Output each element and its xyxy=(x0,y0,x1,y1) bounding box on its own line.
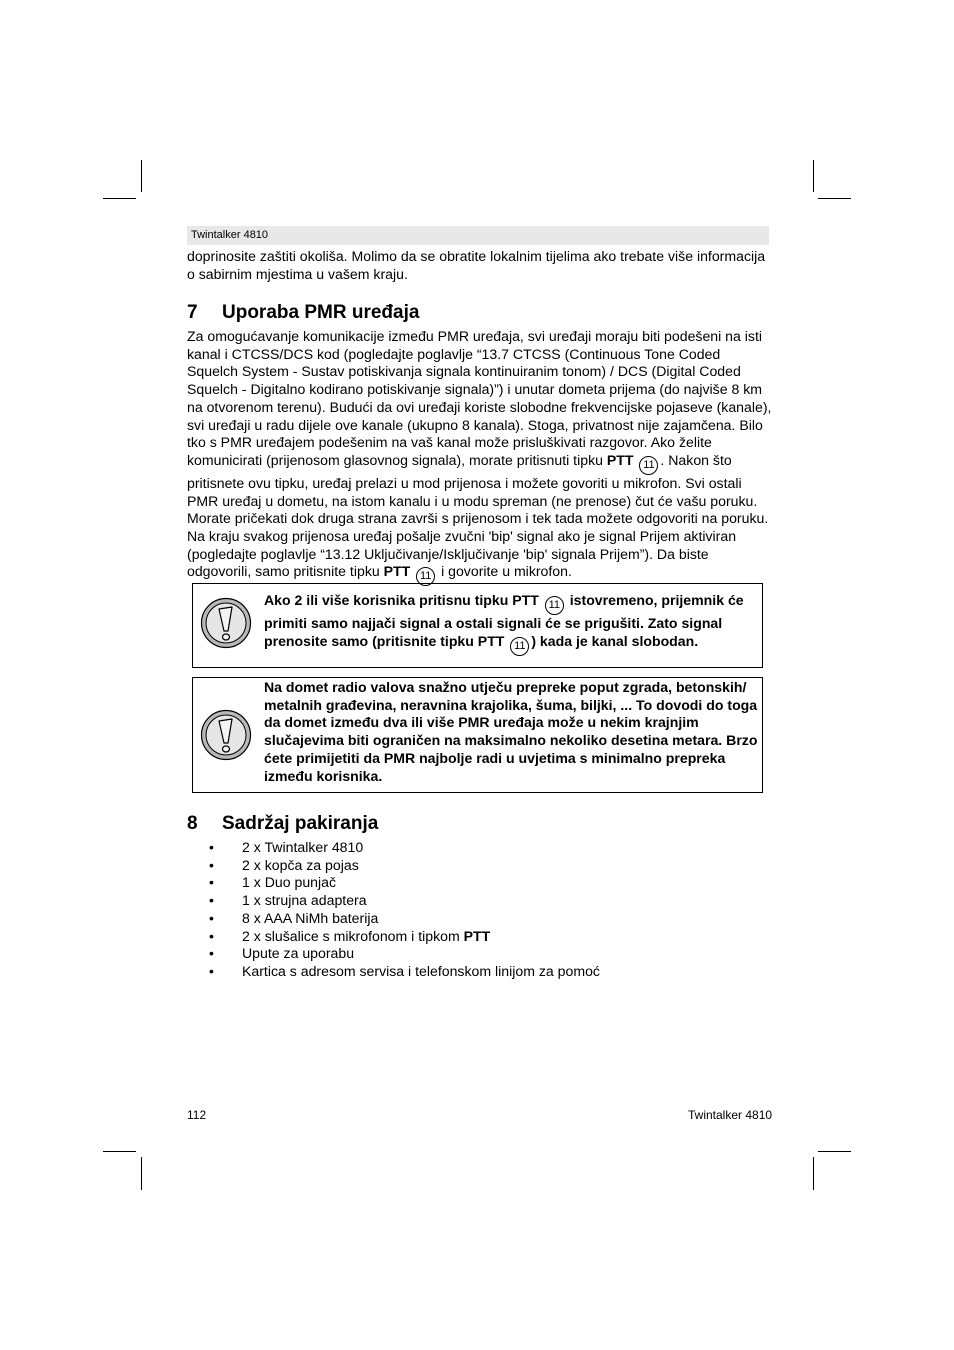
warning-exclamation-icon xyxy=(200,597,252,649)
warning-exclamation-icon xyxy=(200,709,252,761)
crop-mark xyxy=(141,160,142,192)
warning-text-part: ) kada je kanal slobodan. xyxy=(531,632,699,649)
list-item-text: 2 x kopča za pojas xyxy=(242,856,359,873)
list-item xyxy=(187,892,600,910)
section-7-heading xyxy=(187,302,419,324)
bullet: • xyxy=(209,927,214,944)
list-item-text: 1 x Duo punjač xyxy=(242,874,337,891)
running-title: Twintalker 4810 xyxy=(191,229,269,241)
list-item xyxy=(187,963,600,981)
footer-product: Twintalker 4810 xyxy=(688,1108,773,1122)
crop-mark xyxy=(813,160,814,192)
crop-mark xyxy=(818,1151,851,1152)
page-number: 112 xyxy=(187,1108,207,1122)
warning-text-part: istovremeno, prijemnik će primiti samo najjači signal a ostali signali će se prigušiti. Zato signal prenosite samo (pritisnite tipku PTT xyxy=(264,592,744,649)
list-item-text: 8 x AAA NiMh baterija xyxy=(242,909,379,926)
bullet: • xyxy=(209,874,214,891)
bullet: • xyxy=(209,909,214,926)
ptt-label: PTT xyxy=(606,451,634,468)
list-item-text: Kartica s adresom servisa i telefonskom linijom za pomoć xyxy=(242,962,600,979)
running-header xyxy=(187,226,769,245)
warning-text xyxy=(264,592,760,656)
section-7-body xyxy=(187,328,772,586)
crop-mark xyxy=(813,1157,814,1190)
list-item xyxy=(187,857,600,875)
bullet: • xyxy=(209,945,214,962)
list-item xyxy=(187,928,600,946)
body-text: . Nakon što pritisnete ovu tipku, uređaj prelazi u mod prijenosa i možete govoriti u mikrofon. Svi ostali PMR uređaj u dometu, na istom kanalu i u modu spreman (ne prenose) čut će vašu poruku. Morate pričekati dok druga strana završi s prijenosom i tek tada možete odgovoriti na poruku. Na kraju svakog prijenosa uređaj pošalje zvučni 'bip' signal ako je signal Prijem aktiviran (pogledajte poglavlje “13.12 Uključivanje/Isključivanje 'bip' signala Prijem”). Da biste odgovorili, samo pritisnite tipku xyxy=(187,451,769,580)
crop-mark xyxy=(103,1151,136,1152)
section-title: Sadržaj pakiranja xyxy=(222,813,379,834)
section-title: Uporaba PMR uređaja xyxy=(222,302,420,323)
warning-box xyxy=(192,583,763,668)
ref-number-icon: 11 xyxy=(545,596,564,615)
ref-number-icon: 11 xyxy=(510,637,529,656)
warning-text: Na domet radio valova snažno utječu prepreke poput zgrada, betonskih/ metalnih građevina, neravnina krajolika, šuma, biljki, ... To dovodi do toga da domet između dva ili više PMR uređaja može u nekim krajnjim slučajevima biti ograničen na maksimalno nekoliko desetina metara. Brzo ćete primijetiti da PMR najbolje radi u uvjetima s minimalno prepreka između korisnika. xyxy=(264,679,758,784)
warning-text-part: Ako 2 ili više korisnika pritisnu tipku PTT xyxy=(264,592,543,608)
bullet: • xyxy=(209,856,214,873)
crop-mark xyxy=(141,1157,142,1190)
intro-paragraph: doprinosite zaštiti okoliša. Molimo da se obratite lokalnim tijelima ako trebate više informacija o sabirnim mjestima u vašem kraju. xyxy=(187,248,766,282)
package-contents-list xyxy=(187,839,600,981)
ptt-label: PTT xyxy=(463,927,491,944)
bullet: • xyxy=(209,962,214,979)
body-text: Za omogućavanje komunikacije između PMR uređaja, svi uređaji moraju biti podešeni na isti kanal i CTCSS/DCS kod (pogledajte poglavlje “13.7 CTCSS (Continuous Tone Coded Squelch System - Sustav potiskivanja signala kontinuiranim tonom) / DCS (Digital Coded Squelch - Digitalno kodirano potiskivanje signala)”) i unutar dometa prijema (do najviše 8 km na otvorenom terenu). Budući da ovi uređaji koriste slobodne frekvencijske pojaseve (kanale), svi uređaji u radu dijele ove kanale (ukupno 8 kanala). Stoga, privatnost nije zajamčena. Bilo tko s PMR uređajem podešenim na vaš kanal može prisluškivati razgovor. Ako želite komunicirati (prijenosom glasovnog signala), morate pritisnuti tipku xyxy=(187,328,772,468)
list-item xyxy=(187,874,600,892)
bullet: • xyxy=(209,892,214,909)
list-item-text: 1 x strujna adaptera xyxy=(242,892,367,909)
list-item-text: Upute za uporabu xyxy=(242,945,355,962)
ptt-label: PTT xyxy=(383,563,411,580)
crop-mark xyxy=(818,198,851,199)
bullet: • xyxy=(209,839,214,855)
crop-mark xyxy=(103,198,136,199)
list-item-text: 2 x Twintalker 4810 xyxy=(242,839,364,855)
section-number: 7 xyxy=(187,302,198,323)
section-number: 8 xyxy=(187,813,198,834)
list-item xyxy=(187,945,600,963)
ref-number-icon: 11 xyxy=(416,567,435,586)
ref-number-icon: 11 xyxy=(639,456,658,475)
list-item xyxy=(187,910,600,928)
warning-box xyxy=(192,677,763,793)
list-item xyxy=(187,839,600,857)
section-8-heading xyxy=(187,813,378,835)
list-item-text: 2 x slušalice s mikrofonom i tipkom xyxy=(242,927,464,944)
body-text: i govorite u mikrofon. xyxy=(437,563,572,580)
